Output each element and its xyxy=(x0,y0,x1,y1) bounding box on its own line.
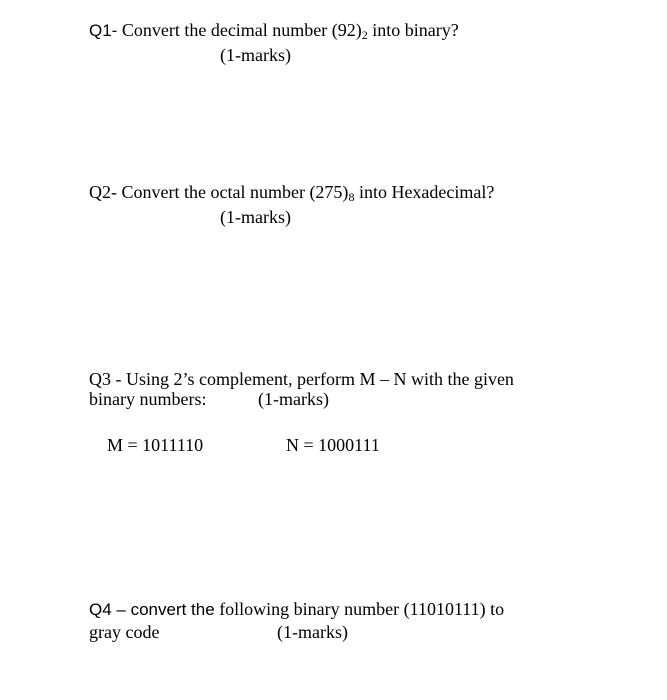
q3-question-line2: binary numbers: xyxy=(89,389,207,409)
q3-marks: (1-marks) xyxy=(258,389,329,409)
q1-text: Convert the decimal number (92) xyxy=(117,20,362,40)
q4-text: following binary number (11010111) to xyxy=(214,599,505,619)
q3-question-line1: Q3 - Using 2’s complement, perform M – N with the given xyxy=(89,369,514,389)
q1-label: Q1- xyxy=(89,21,118,40)
q2-question xyxy=(89,181,494,203)
q4-marks: (1-marks) xyxy=(277,622,348,642)
q2-marks: (1-marks) xyxy=(220,207,291,227)
q1-text-end: into binary? xyxy=(367,20,459,40)
q2-text-end: into Hexadecimal? xyxy=(354,182,495,202)
q1-base-subscript: 2 xyxy=(361,28,368,42)
q4-question-line1 xyxy=(89,598,504,621)
q4-question-line2: gray code xyxy=(89,622,160,642)
q2-base-subscript: 8 xyxy=(348,190,355,204)
q3-n-value: N = 1000111 xyxy=(286,435,380,455)
q2-text: Q2- Convert the octal number (275) xyxy=(89,182,349,202)
q4-label: Q4 – convert the xyxy=(89,600,215,619)
q3-m-value: M = 1011110 xyxy=(107,435,204,455)
q1-marks: (1-marks) xyxy=(220,45,291,65)
q1-question xyxy=(89,19,459,42)
